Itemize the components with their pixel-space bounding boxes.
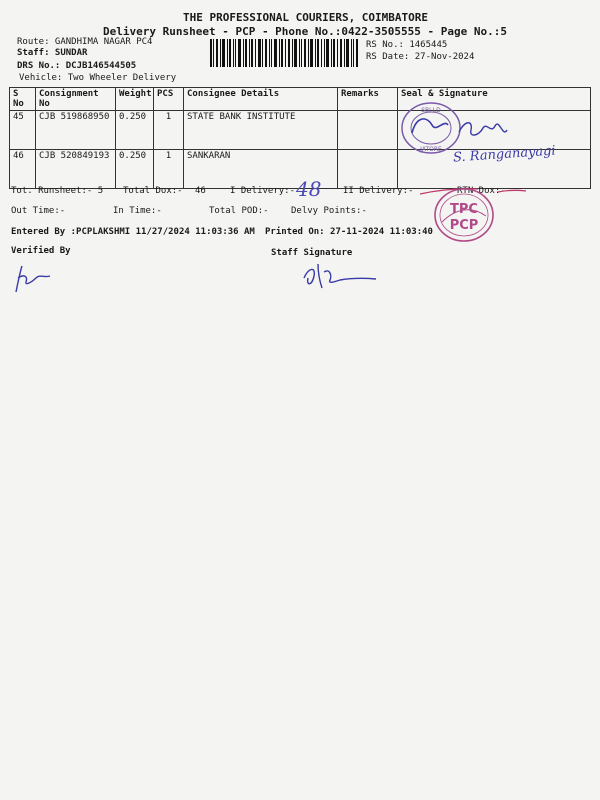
- ii-delivery-label: II Delivery:-: [343, 186, 414, 196]
- col-consignee: Consignee Details: [184, 88, 338, 111]
- col-remarks: Remarks: [338, 88, 398, 111]
- route-text: Route: GANDHIMA NAGAR PC4: [17, 37, 153, 47]
- verified-by-signature: [12, 262, 52, 294]
- receiver-signature: [455, 112, 515, 146]
- cell-consignment: CJB 520849193: [36, 150, 116, 189]
- cell-pcs: 1: [154, 111, 184, 150]
- cell-sno: 46: [10, 150, 36, 189]
- vehicle-text: Vehicle: Two Wheeler Delivery: [19, 73, 177, 83]
- out-time-label: Out Time:-: [11, 206, 66, 216]
- total-dox-value: 46: [195, 186, 206, 196]
- total-dox-label: Total Dox:-: [123, 186, 183, 196]
- cell-remarks: [338, 150, 398, 189]
- tot-runsheet: Tot. Runsheet:- 5: [11, 186, 104, 196]
- rs-number: RS No.: 1465445: [366, 40, 448, 50]
- cell-pcs: 1: [154, 150, 184, 189]
- entered-by: Entered By :PCPLAKSHMI 11/27/2024 11:03:36 AM: [11, 227, 255, 237]
- staff-signature-label: Staff Signature: [271, 248, 353, 258]
- cell-weight: 0.250: [116, 150, 154, 189]
- col-sno: S No: [10, 88, 36, 111]
- company-title: THE PROFESSIONAL COURIERS, COIMBATORE: [183, 11, 429, 24]
- i-delivery-label: I Delivery:-: [230, 186, 296, 196]
- col-pcs: PCS: [154, 88, 184, 111]
- tpc-stamp-line1: TPC: [450, 202, 478, 217]
- runsheet-title: Delivery Runsheet - PCP - Phone No.:0422-3505555 - Page No.:5: [103, 25, 507, 38]
- col-consignment: Consignment No: [36, 88, 116, 111]
- total-pod-label: Total POD:-: [209, 206, 269, 216]
- i-delivery-handwritten: 48: [296, 177, 322, 201]
- cell-sno: 45: [10, 111, 36, 150]
- printed-on: Printed On: 27-11-2024 11:03:40: [265, 227, 433, 237]
- receiver-name-handwritten: S. Ranganayagi: [452, 143, 557, 166]
- col-weight: Weight: [116, 88, 154, 111]
- cell-weight: 0.250: [116, 111, 154, 150]
- drs-number: DRS No.: DCJB146544505: [17, 61, 137, 71]
- cell-consignee: STATE BANK INSTITUTE: [184, 111, 338, 150]
- tpc-stamp-line2: PCP: [449, 218, 479, 233]
- delvy-points-label: Delvy Points:-: [291, 206, 367, 216]
- tpc-pcp-stamp: [432, 186, 496, 244]
- cell-remarks: [338, 111, 398, 150]
- table-header-row: [10, 88, 591, 111]
- barcode: [210, 39, 358, 67]
- verified-by-label: Verified By: [11, 246, 71, 256]
- in-time-label: In Time:-: [113, 206, 162, 216]
- cell-consignment: CJB 519868950: [36, 111, 116, 150]
- col-seal-signature: Seal & Signature: [398, 88, 591, 111]
- rtn-dox-label: RTN Dox:-: [457, 186, 506, 196]
- rs-date: RS Date: 27-Nov-2024: [366, 52, 475, 62]
- staff-text: Staff: SUNDAR: [17, 48, 88, 58]
- staff-signature: [300, 260, 380, 292]
- svg-text:SBI LD: SBI LD: [421, 107, 441, 114]
- svg-text:JATORE: JATORE: [420, 146, 442, 153]
- cell-consignee: SANKARAN: [184, 150, 338, 189]
